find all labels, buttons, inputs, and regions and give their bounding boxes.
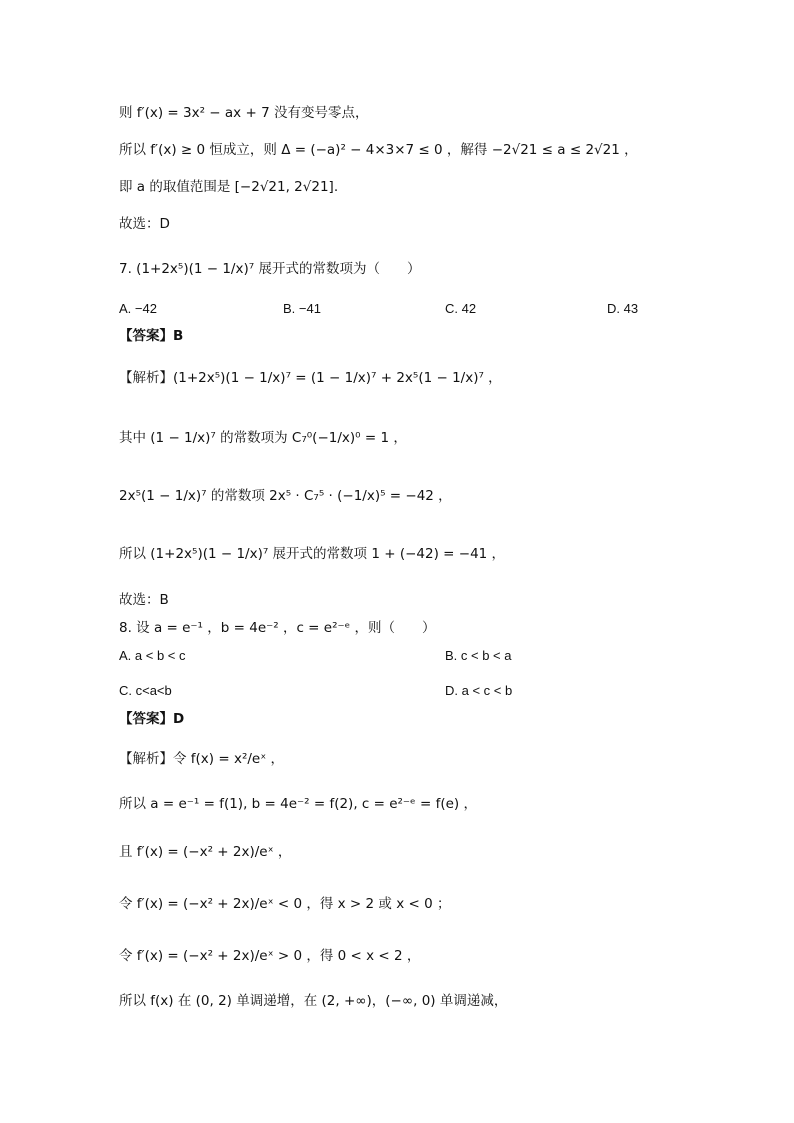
text-line-derivative: 则 f′(x) = 3x² − ax + 7 没有变号零点， — [119, 105, 369, 121]
q8-analysis-values: 所以 a = e⁻¹ = f(1), b = 4e⁻² = f(2), c = e²⁻ᵉ = f(e) ， — [119, 796, 477, 812]
q8-analysis-define: 【解析】令 f(x) = x²/eˣ ， — [119, 751, 284, 767]
q8-answer: 【答案】D — [119, 711, 185, 727]
text-line-choice-b: 故选：B — [119, 592, 169, 608]
q7-option-b: B. −41 — [283, 301, 321, 316]
text-line-range: 即 a 的取值范围是 [−2√21, 2√21]. — [119, 179, 339, 195]
q7-analysis-term2: 2x⁵(1 − 1/x)⁷ 的常数项 2x⁵ · C₇⁵ · (−1/x)⁵ = −42 ， — [119, 488, 452, 504]
text-line-choice-d: 故选：D — [119, 216, 170, 232]
q7-analysis-expand: 【解析】(1+2x⁵)(1 − 1/x)⁷ = (1 − 1/x)⁷ + 2x⁵(1 − 1/x)⁷ ， — [119, 370, 502, 386]
question-7: 7. (1+2x⁵)(1 − 1/x)⁷ 展开式的常数项为（ ） — [119, 261, 421, 277]
text-line-discriminant: 所以 f′(x) ≥ 0 恒成立，则 Δ = (−a)² − 4×3×7 ≤ 0 ，解得 −2√21 ≤ a ≤ 2√21 ， — [119, 142, 638, 158]
q8-option-c: C. c<a<b — [119, 683, 172, 698]
q8-analysis-negative: 令 f′(x) = (−x² + 2x)/eˣ < 0 ，得 x > 2 或 x < 0 ； — [119, 896, 451, 912]
q8-analysis-derivative: 且 f′(x) = (−x² + 2x)/eˣ ， — [119, 844, 292, 860]
q7-answer: 【答案】B — [119, 328, 184, 344]
q7-analysis-term1: 其中 (1 − 1/x)⁷ 的常数项为 C₇⁰(−1/x)⁰ = 1 ， — [119, 430, 407, 446]
q7-option-d: D. 43 — [607, 301, 639, 316]
q7-option-a: A. −42 — [119, 301, 157, 316]
q8-analysis-positive: 令 f′(x) = (−x² + 2x)/eˣ > 0 ，得 0 < x < 2 ， — [119, 948, 421, 964]
q7-analysis-result: 所以 (1+2x⁵)(1 − 1/x)⁷ 展开式的常数项 1 + (−42) = −41 ， — [119, 546, 506, 562]
q8-analysis-monotonic: 所以 f(x) 在 (0, 2) 单调递增，在 (2, +∞)，(−∞, 0) 单调递减， — [119, 993, 508, 1009]
q8-option-b: B. c < b < a — [445, 648, 512, 663]
question-8: 8. 设 a = e⁻¹ ，b = 4e⁻² ，c = e²⁻ᵉ ，则（ ） — [119, 620, 436, 636]
q7-option-c: C. 42 — [445, 301, 477, 316]
q8-option-a: A. a < b < c — [119, 648, 186, 663]
q8-option-d: D. a < c < b — [445, 683, 513, 698]
